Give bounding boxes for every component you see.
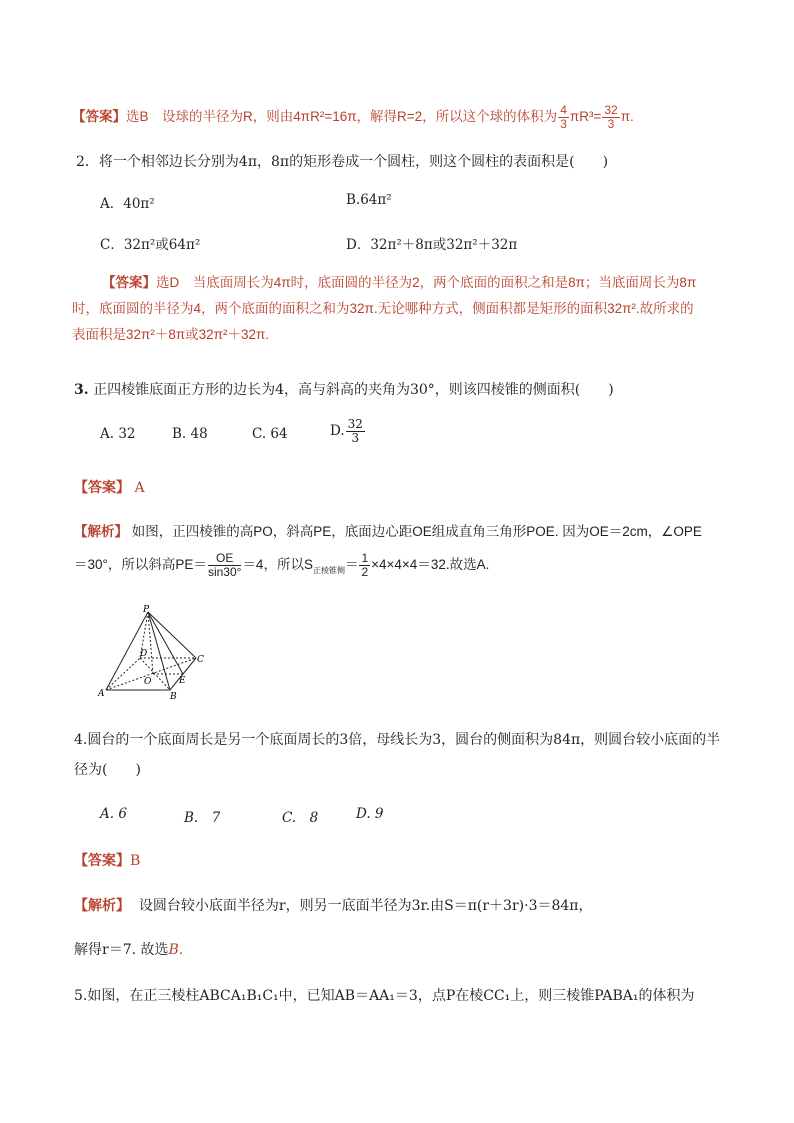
q4-analysis-line2: 解得r＝7. 故选B. bbox=[74, 942, 184, 958]
q3-answer: 【答案】 A bbox=[74, 480, 145, 496]
q3-analysis-line2: ＝30°，所以斜高PE＝ $\frac{OE}{\sin 30^\circ}$ ＝4，所以$S_{正棱锥侧}=$ $\frac{1}{2}$ ×4×4×4＝32.故选A. bbox=[74, 551, 490, 579]
label-e: E bbox=[179, 676, 186, 686]
q2-question: 2．将一个相邻边长分别为4π，8π的矩形卷成一个圆柱，则这个圆柱的表面积是( ) bbox=[76, 154, 609, 170]
analysis-tag: 【解析】 bbox=[74, 524, 128, 539]
label-a: A bbox=[98, 689, 105, 699]
q5-question: 5.如图，在正三棱柱ABCA₁B₁C₁中，已知AB＝AA₁＝3，点P在棱CC₁上，则三棱锥PABA₁的体积为 bbox=[74, 988, 695, 1004]
label-c: C bbox=[197, 655, 204, 665]
fraction: $\frac{OE}{\sin 30^\circ}$ bbox=[207, 551, 242, 579]
q4-question-line2: 径为( ) bbox=[74, 762, 141, 778]
label-d: D bbox=[140, 649, 148, 659]
fraction: $\frac{4}{3}$ bbox=[560, 103, 567, 131]
label-b: B bbox=[170, 692, 177, 700]
q4-question-line1: 4.圆台的一个底面周长是另一个底面周长的3倍，母线长为3，圆台的侧面积为84π，则圆台较小底面的半 bbox=[74, 732, 721, 748]
fraction: $\frac{32}{3}$ bbox=[347, 417, 363, 445]
q4-option-c: C. 8 bbox=[282, 810, 319, 826]
q4-analysis-line1: 【解析】 设圆台较小底面半径为r，则另一底面半径为3r.由S＝π(r＋3r)·3＝84π， bbox=[74, 898, 593, 914]
q4-option-d: D. 9 bbox=[356, 806, 384, 822]
q2-answer-line2: 时，底面圆的半径为4，两个底面的面积之和为32π.无论哪种方式，侧面积都是矩形的面积32π².故所求的 bbox=[72, 301, 694, 316]
fraction: $\frac{32}{3}$ bbox=[604, 103, 618, 131]
q2-option-b: B.64π² bbox=[346, 192, 392, 208]
answer-text: 选B 设球的半径为R，则由4πR²=16π，解得R=2，所以这个球的体积为 bbox=[126, 109, 558, 125]
label-p: P bbox=[143, 605, 150, 615]
q2-answer-line1: 【答案】选D 当底面周长为4π时，底面圆的半径为2，两个底面的面积之和是8π；当底面周长为8π bbox=[102, 275, 697, 290]
q4-answer: 【答案】B bbox=[74, 853, 141, 869]
q2-option-c: C．32π²或64π² bbox=[100, 237, 201, 253]
fraction: $\frac{1}{2}$ bbox=[361, 551, 369, 579]
q3-option-d: D. $\frac{32}{3}$ bbox=[330, 417, 363, 445]
q1-answer: 【答案】选B 设球的半径为R，则由4πR²=16π，解得R=2，所以这个球的体积为 $\frac{4}{3}$ πR³= $\frac{32}{3}$ π. bbox=[72, 103, 634, 131]
q4-option-a: A. 6 bbox=[100, 806, 127, 822]
question-number: 3. bbox=[74, 382, 89, 398]
q2-option-a: A．40π² bbox=[100, 196, 155, 212]
q4-option-b: B. 7 bbox=[184, 810, 221, 826]
answer-tag: 【答案】 bbox=[74, 480, 130, 496]
q2-answer-line3: 表面积是32π²＋8π或32π²＋32π. bbox=[72, 327, 270, 342]
analysis-tag: 【解析】 bbox=[74, 898, 130, 914]
answer-tag: 【答案】 bbox=[72, 109, 126, 125]
answer-tag: 【答案】 bbox=[102, 275, 156, 290]
answer-tag: 【答案】 bbox=[74, 853, 130, 869]
label-o: O bbox=[144, 677, 152, 687]
q3-option-c: C. 64 bbox=[252, 426, 288, 442]
q3-option-a: A. 32 bbox=[100, 426, 136, 442]
q3-option-b: B. 48 bbox=[172, 426, 208, 442]
q3-analysis-line1: 【解析】 如图，正四棱锥的高PO，斜高PE，底面边心距OE组成直角三角形POE. 因为OE＝2cm，∠OPE bbox=[74, 524, 702, 539]
q2-option-d: D．32π²＋8π或32π²＋32π bbox=[346, 237, 518, 253]
q3-question: 3. 正四棱锥底面正方形的边长为4，高与斜高的夹角为30°，则该四棱锥的侧面积( ) bbox=[74, 382, 614, 398]
pyramid-figure bbox=[96, 604, 208, 700]
